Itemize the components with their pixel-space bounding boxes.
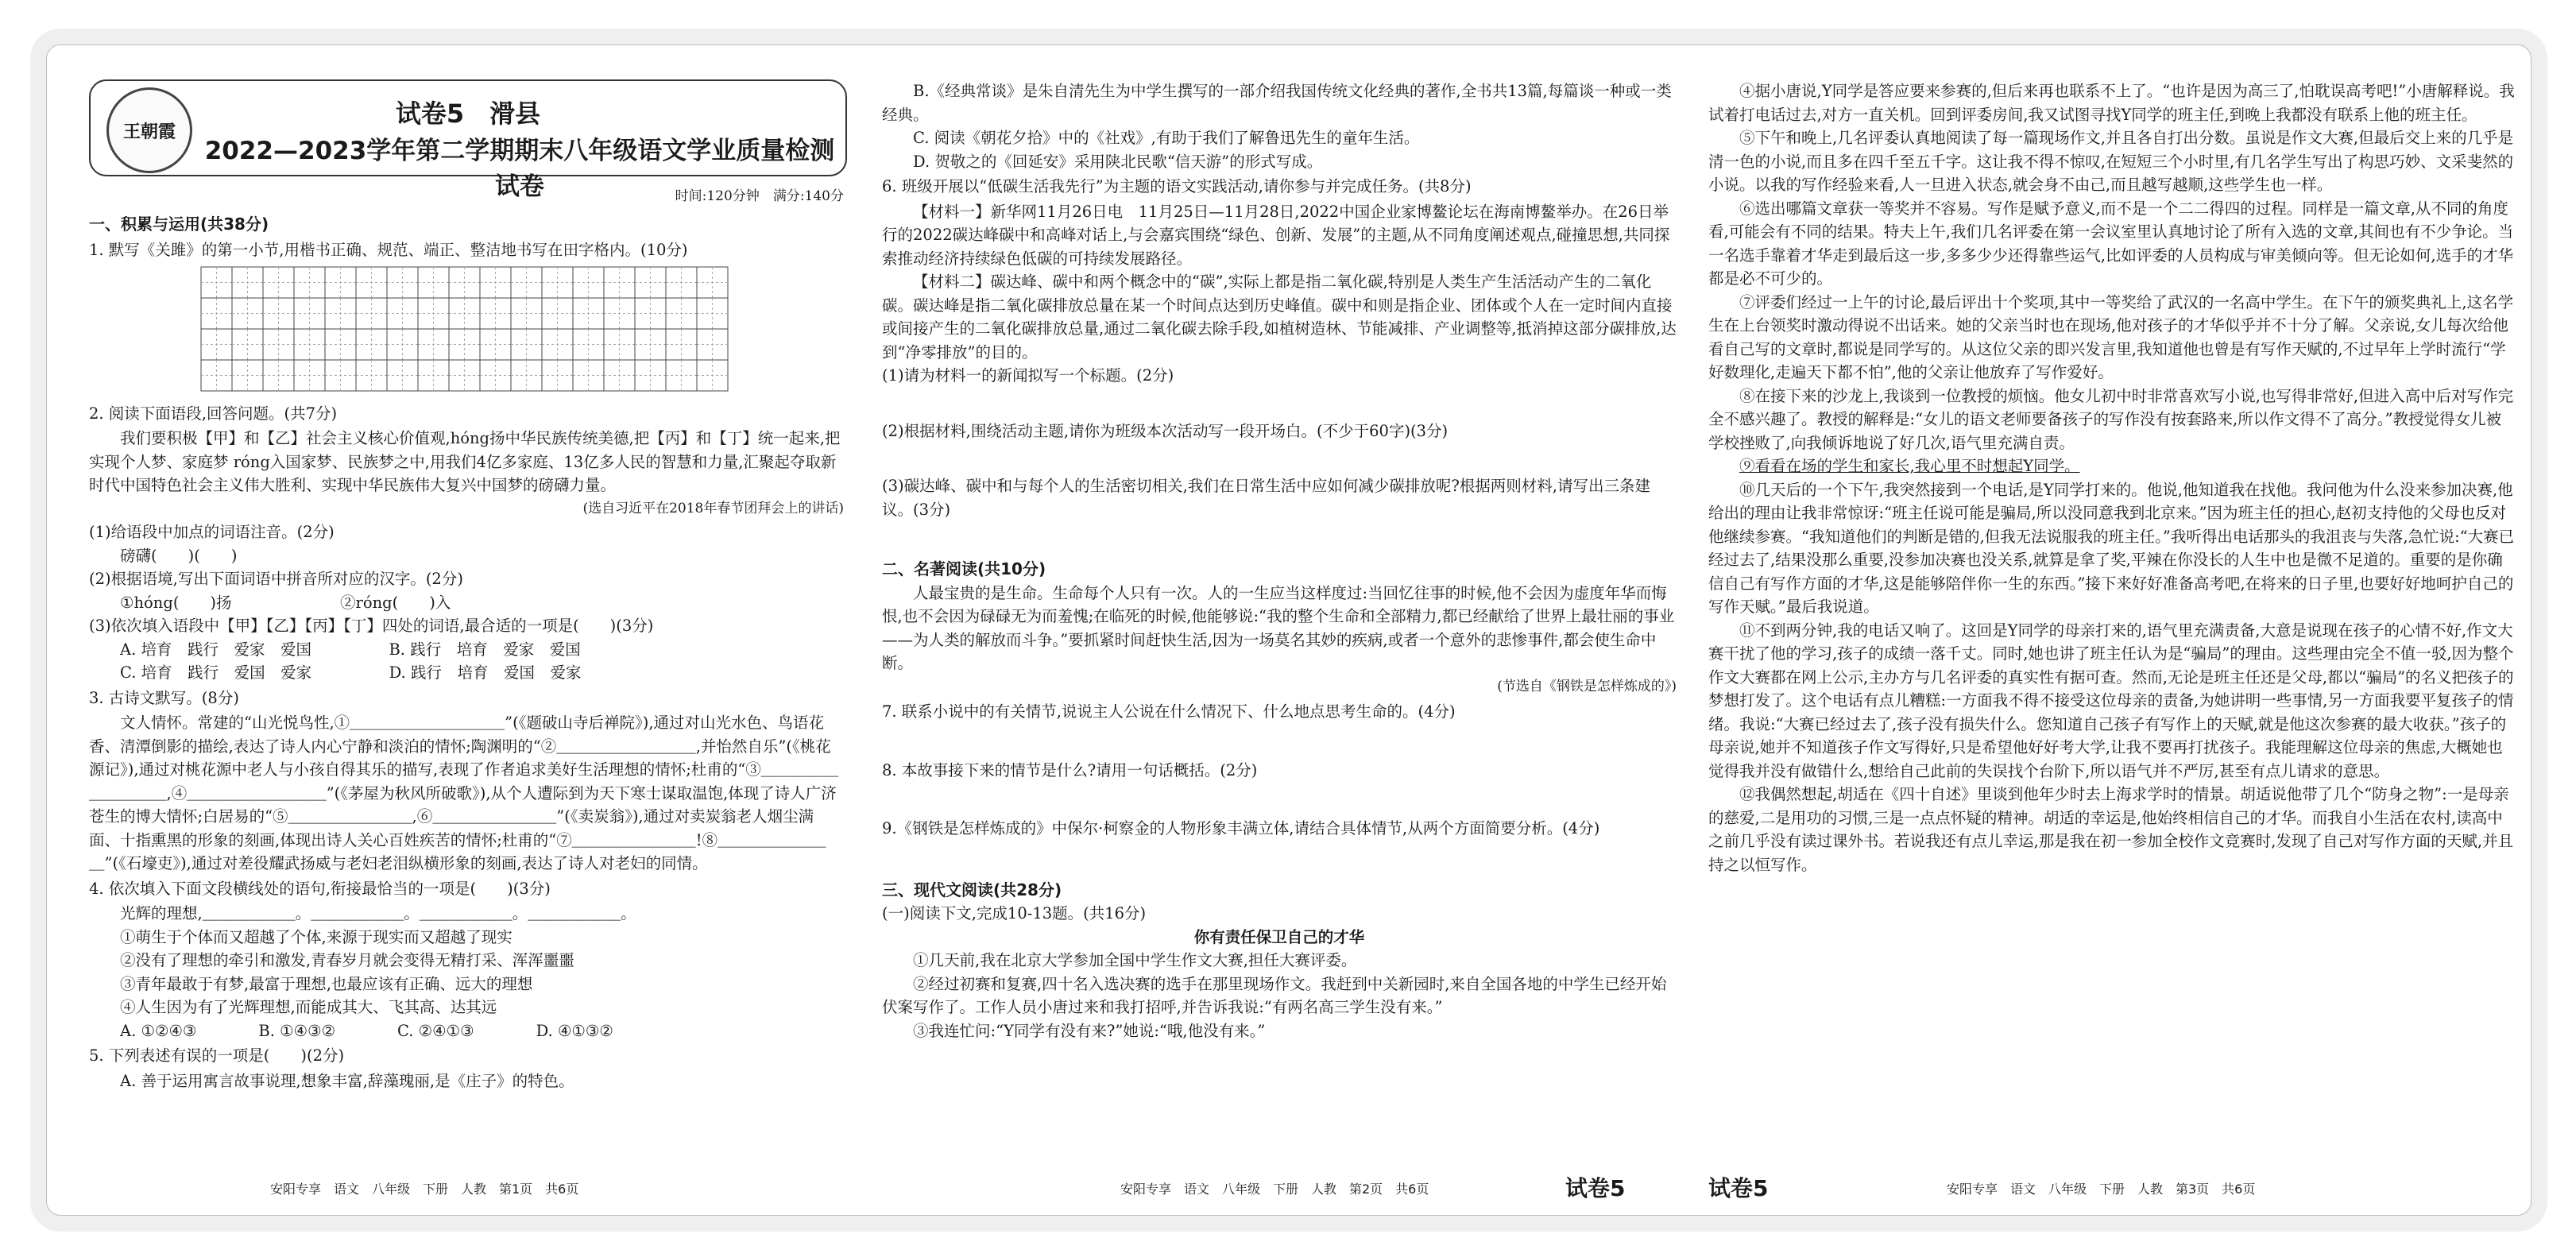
section-heading: 二、名著阅读(共10分) [882,559,1046,578]
footer-page-1: 安阳专享 语文 八年级 下册 人教 第1页 共6页 [270,1182,579,1197]
text-line: ⑤下午和晚上,几名评委认真地阅读了每一篇现场作文,并且各自打出分数。虽说是作文大赛,但最后交上来的几乎是清一色的小说,而且多在四千至五千字。这让我不得不惊叹,在短短三个小时里,有几名学生写出了构思巧妙、文采斐然的小说。以我的写作经验来看,人一旦进入状态,就会身不由己,而且越写越顺,这些学生也一样。 [1708,129,2514,194]
text-line: C. 阅读《朝花夕拾》中的《社戏》,有助于我们了解鲁迅先生的童年生活。 [913,129,1420,147]
footer-page-2: 安阳专享 语文 八年级 下册 人教 第2页 共6页 [1120,1182,1429,1197]
column-2 [882,79,1677,1042]
text-line: ⑨看看在场的学生和家长,我心里不时想起Y同学。 [1739,457,2080,475]
text-line: ③我连忙问:“Y同学有没有来?”她说:“哦,他没有来。” [913,1021,1266,1040]
section-heading: 一、积累与运用(共38分) [89,215,269,234]
text-line: (2)根据材料,围绕活动主题,请你为班级本次活动写一段开场白。(不少于60字)(3分) [882,421,1449,440]
exam-number-tag: 试卷5 [1708,1175,1769,1201]
text-line: ④人生因为有了光辉理想,而能成其大、飞其高、达其远 [120,998,497,1016]
exam-number-tag: 试卷5 [1565,1175,1626,1201]
answer-space [882,783,1677,815]
column-1 [89,208,844,1093]
text-line: C. 培育 践行 爱国 爱家 D. 践行 培育 爱国 爱家 [120,663,582,682]
text-line: ⑪不到两分钟,我的电话又响了。这回是Y同学的母亲打来的,语气里充满责备,大意是说现在孩子的心情不好,作文大赛干扰了他的学习,孩子的成绩一落千丈。同时,她也讲了班主任认为是“骗局”的理由。这些理由完全不值一驳,因为整个作文大赛都在网上公示,主办方与几名评委的真实性有据可查。然而,无论是班主任还是父母,都以“骗局”的名义把孩子的梦想打发了。这个电话有点儿糟糕:一方面我不得不接受这位母亲的责备,为她讲明一些事情,另一方面我要平复孩子的情绪。我说:“大赛已经过去了,孩子没有损失什么。您知道自己孩子有写作上的天赋,就是他这次参赛的最大收获。”孩子的母亲说,她并不知道孩子作文写得好,只是希望他好好考大学,让我不要再打扰孩子。我能理解这位母亲的焦虑,大概她也觉得我并没有做错什么,想给自己此前的失误找个台阶下,所以语气并不严厉,甚至有点儿请求的意思。 [1708,621,2514,780]
exam-meta: 时间:120分钟 满分:140分 [675,188,844,204]
text-line: ②没有了理想的牵引和激发,青春岁月就会变得无精打采、浑浑噩噩 [120,951,574,969]
text-line: ③青年最敢于有梦,最富于理想,也最应该有正确、远大的理想 [120,974,533,993]
text-line: A. 培育 践行 爱家 爱国 B. 践行 培育 爱家 爱国 [120,640,581,659]
text-line: ⑫我偶然想起,胡适在《四十自述》里谈到他年少时去上海求学时的情景。胡适说他带了几个“防身之物”:一是母亲的慈爱,二是用功的习惯,三是一点点怀疑的精神。胡适的幸运是,他始终相信自己的才华。而我自小生活在农村,读高中之前几乎没有读过课外书。若说我还有点儿幸运,那是我在初一参加全校作文竞赛时,发现了自己对写作方面的天赋,并且持之以恒写作。 [1708,785,2514,874]
answer-space [882,842,1677,874]
text-line: A. ①②④③ B. ①④③② C. ②④①③ D. ④①③② [120,1021,613,1040]
answer-space [882,521,1677,553]
text-line: ①hóng( )扬 ②róng( )入 [120,593,451,612]
text-line: 人最宝贵的是生命。生命每个人只有一次。人的一生应当这样度过:当回忆往事的时候,他不会因为虚度年华而悔恨,也不会因为碌碌无为而羞愧;在临死的时候,他能够说:“我的整个生命和全部精力,都已经献给了世界上最壮丽的事业——为人类的解放而斗争。”要抓紧时间赶快生活,因为一场莫名其妙的疾病,或者一个意外的悲惨事件,都会使生命中断。 [882,583,1675,672]
text-line: 文人情怀。常建的“山光悦鸟性,①＿＿＿＿＿＿＿＿＿＿”(《题破山寺后禅院》),通过对山光水色、鸟语花香、清潭倒影的描绘,表达了诗人内心宁静和淡泊的情怀;陶渊明的“②＿＿＿＿＿＿＿＿＿,并怡然自乐”(《桃花源记》),通过对桃花源中老人与小孩自得其乐的描写,表现了作者追求美好生活理想的情怀;杜甫的“③＿＿＿＿＿＿＿＿＿＿,④＿＿＿＿＿＿＿＿＿”(《茅屋为秋风所破歌》),从个人遭际到为天下寒士谋取温饱,体现了诗人广济苍生的博大情怀;白居易的“⑤＿＿＿＿＿＿＿＿,⑥＿＿＿＿＿＿＿＿”(《卖炭翁》),通过对卖炭翁老人烟尘满面、十指熏黑的形象的刻画,体现出诗人关心百姓疾苦的情怀;杜甫的“⑦＿＿＿＿＿＿＿＿!⑧＿＿＿＿＿＿＿＿”(《石壕吏》),通过对差役耀武扬威与老妇老泪纵横形象的刻画,表达了诗人对老妇的同情。 [89,714,839,872]
text-line: 磅礴( )( ) [120,546,238,565]
text-line: ①萌生于个体而又超越了个体,来源于现实而又超越了现实 [120,927,512,946]
answer-space [882,388,1677,420]
text-line: (节选自《钢铁是怎样炼成的》) [1497,678,1677,694]
writing-grid [200,266,844,399]
text-line: (2)根据语境,写出下面词语中拼音所对应的汉字。(2分) [89,570,463,588]
text-line: (一)阅读下文,完成10-13题。(共16分) [882,904,1147,922]
answer-space [882,443,1677,474]
text-line: 【材料一】新华网11月26日电 11月25日—11月28日,2022中国企业家博鳌论坛在海南博鳌举办。在26日举行的2022碳达峰碳中和高峰对话上,与会嘉宾围绕“绿色、创新、发展”的主题,从不同角度阐述观点,碰撞思想,共同探索推动经济持续绿色低碳的可持续发展路径。 [882,202,1670,268]
text-line: 6. 班级开展以“低碳生活我先行”为主题的语文实践活动,请你参与并完成任务。(共8分) [882,177,1472,195]
logo-text: 王朝霞 [122,121,176,142]
text-line: 1. 默写《关雎》的第一小节,用楷书正确、规范、端正、整洁地书写在田字格内。(10分) [89,240,688,259]
text-line: ⑥选出哪篇文章获一等奖并不容易。写作是赋予意义,而不是一个二二得四的过程。同样是一篇文章,从不同的角度看,可能会有不同的结果。特夫上午,我们几名评委在第一会议室里认真地讨论了所有入选的文章,其间也有不少争论。当一名选手靠着才华走到最后这一步,多多少少还得靠些运气,比如评委的人员构成与审美倾向等。但无论如何,选手的才华都是必不可少的。 [1708,199,2514,288]
text-line: (1)请为材料一的新闻拟写一个标题。(2分) [882,366,1174,385]
section-heading: 三、现代文阅读(共28分) [882,880,1062,899]
text-line: (3)依次填入语段中【甲】【乙】【丙】【丁】四处的词语,最合适的一项是( )(3分) [89,617,654,635]
text-line: (3)碳达峰、碳中和与每个人的生活密切相关,我们在日常生活中应如何减少碳排放呢?根据两则材料,请写出三条建议。(3分) [882,477,1650,519]
footer-page-3: 安阳专享 语文 八年级 下册 人教 第3页 共6页 [1947,1182,2256,1197]
text-line: ⑦评委们经过一上午的讨论,最后评出十个奖项,其中一等奖给了武汉的一名高中学生。在下午的颁奖典礼上,这名学生在上台领奖时激动得说不出话来。她的父亲当时也在现场,他对孩子的才华似乎并不十分了解。父亲说,女儿每次给他看自己写的文章时,都说是同学写的。从这位父亲的即兴发言里,我知道他也曾是有写作天赋的,不过早年上学时流行“学好数理化,走遍天下都不怕”,他的父亲让他放弃了写作爱好。 [1708,292,2514,381]
text-line: 你有责任保卫自己的才华 [1193,927,1365,946]
text-line: 2. 阅读下面语段,回答问题。(共7分) [89,404,338,423]
text-line: D. 贺敬之的《回延安》采用陕北民歌“信天游”的形式写成。 [913,152,1323,171]
text-line: 3. 古诗文默写。(8分) [89,688,239,707]
text-line: 5. 下列表述有误的一项是( )(2分) [89,1046,345,1065]
text-line: 我们要积极【甲】和【乙】社会主义核心价值观,hóng扬中华民族传统美德,把【丙】和【丁】统一起来,把实现个人梦、家庭梦 róng入国家梦、民族梦之中,用我们4亿多家庭、13亿多人民的智慧和力量,汇聚起夺取新时代中国特色社会主义伟大胜利、实现中华民族伟大复兴中国梦的磅礴力量。 [89,429,841,494]
tianzige-grid[interactable] [200,266,729,392]
text-line: ⑩几天后的一个下午,我突然接到一个电话,是Y同学打来的。他说,他知道我在找他。我问他为什么没来参加决赛,他给出的理由让我非常惊讶:“班主任说可能是骗局,所以没同意我到北京来。”因为班主任的担心,赵初支持他的父母也反对他继续参赛。“我知道他们的判断是错的,但我无法说服我的班主任。”我听得出电话那头的我沮丧与失落,急忙说:“大赛已经过去了,结果没那么重要,没参加决赛也没关系,就算是拿了奖,平辣在你没长的人生中也是微不足道的。重要的是你确信自己有写作方面的才华,这是能够陪伴你一生的东西。”接下来好好准备高考吧,在将来的日子里,也要好好地呵护自己的写作天赋。”最后我说道。 [1708,480,2515,616]
text-line: 9.《钢铁是怎样炼成的》中保尔·柯察金的人物形象丰满立体,请结合具体情节,从两个方面简要分析。(4分) [882,819,1600,837]
text-line: B.《经典常谈》是朱自清先生为中学生撰写的一部介绍我国传统文化经典的著作,全书共13篇,每篇谈一种或一类经典。 [882,82,1672,124]
text-line: 7. 联系小说中的有关情节,说说主人公说在什么情况下、什么地点思考生命的。(4分) [882,702,1456,721]
exam-subtitle: 2022—2023学年第二学期期末八年级语文学业质量检测试卷 [204,137,835,201]
text-line: 4. 依次填入下面文段横线处的语句,衔接最恰当的一项是( )(3分) [89,879,551,898]
text-line: A. 善于运用寓言故事说理,想象丰富,辞藻瑰丽,是《庄子》的特色。 [120,1071,574,1090]
answer-space [882,725,1677,757]
text-line: (1)给语段中加点的词语注音。(2分) [89,523,335,541]
text-line: ②经过初赛和复赛,四十名入选决赛的选手在那里现场作文。我赶到中关新园时,来自全国各地的中学生已经开始伏案写作了。工作人员小唐过来和我打招呼,并告诉我说:“有两名高三学生没有来。” [882,974,1667,1016]
text-line: 8. 本故事接下来的情节是什么?请用一句话概括。(2分) [882,760,1258,779]
text-line: 【材料二】碳达峰、碳中和两个概念中的“碳”,实际上都是指二氧化碳,特别是人类生产生活活动产生的二氧化碳。碳达峰是指二氧化碳排放总量在某一个时间点达到历史峰值。碳中和则是指企业、团体或个人在一定时间内直接或间接产生的二氧化碳排放总量,通过二氧化碳去除手段,如植树造林、节能减排、产业调整等,抵消掉这部分碳排放,达到“净零排放”的目的。 [882,273,1677,362]
exam-title: 试卷5 滑县 [395,99,541,129]
text-line: ⑧在接下来的沙龙上,我谈到一位教授的烦恼。他女儿初中时非常喜欢写小说,也写得非常好,但进入高中后对写作完全不感兴趣了。教授的解释是:“女儿的语文老师要备孩子的写作没有按套路来,所以作文得不了高分。”教授觉得女儿被学校挫败了,向我倾诉地说了好几次,语气里充满自责。 [1708,386,2514,452]
column-3 [1708,79,2515,876]
text-line: ①几天前,我在北京大学参加全国中学生作文大赛,担任大赛评委。 [913,951,1357,969]
text-line: ④据小唐说,Y同学是答应要来参赛的,但后来再也联系不上了。“也许是因为高三了,怕耽误高考吧!”小唐解释说。我试着打电话过去,对方一直关机。回到评委房间,我又试图寻找Y同学的班主任,到晚上我都没有联系上他的班主任。 [1708,82,2515,124]
text-line: 光辉的理想,＿＿＿＿＿＿。＿＿＿＿＿＿。＿＿＿＿＿＿。＿＿＿＿＿＿。 [120,904,636,922]
text-line: (选自习近平在2018年春节团拜会上的讲话) [582,500,844,516]
